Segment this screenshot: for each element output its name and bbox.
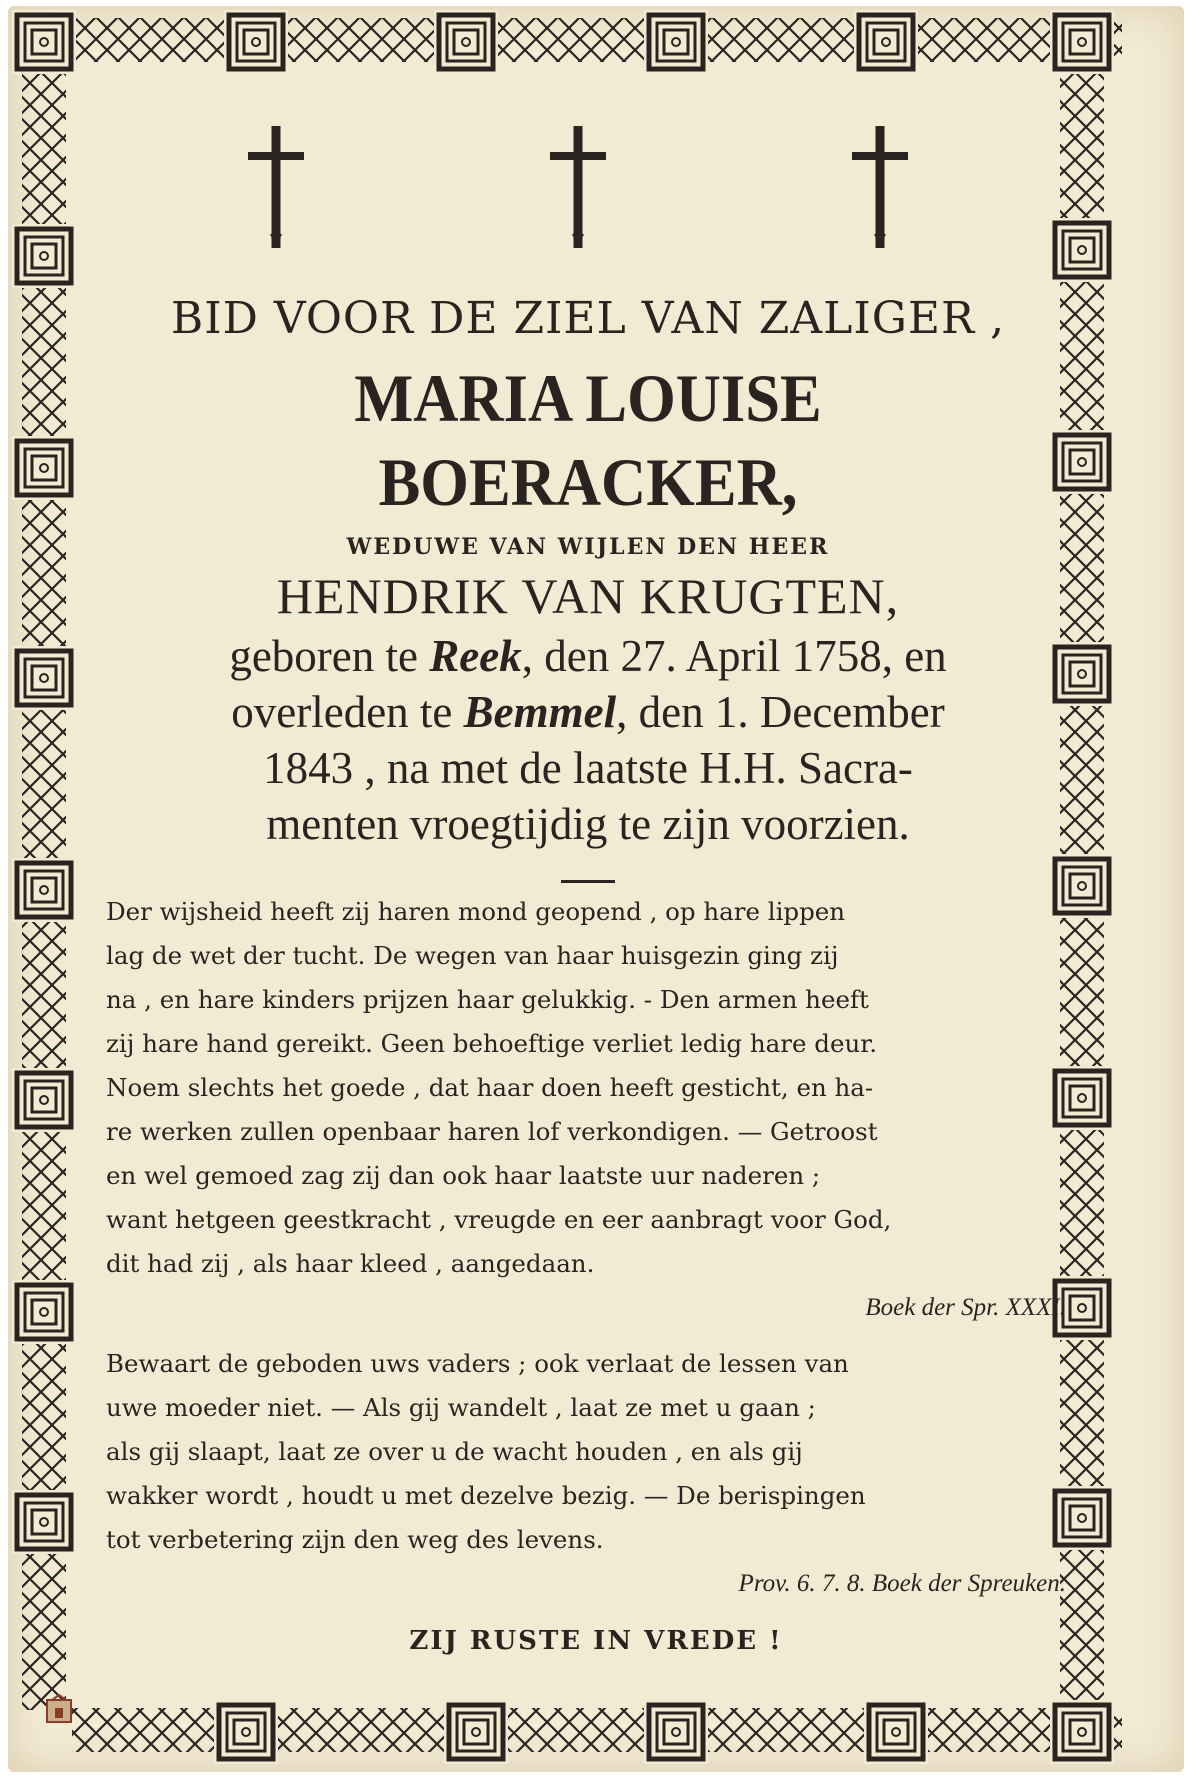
verse-line: en wel gemoed zag zij dan ook haar laatste uur naderen ;: [106, 1161, 821, 1190]
verse-line: Der wijsheid heeft zij haren mond geopend , op hare lippen: [106, 897, 846, 926]
bio-line: [128, 684, 1048, 740]
verse-line: re werken zullen openbaar haren lof verkondigen. — Getroost: [106, 1117, 878, 1146]
death-place: Bemmel: [463, 687, 617, 737]
verse-line: zij hare hand gereikt. Geen behoeftige verliet ledig hare deur.: [106, 1029, 878, 1058]
verse-line: dit had zij , als haar kleed , aangedaan.: [106, 1249, 595, 1278]
closing-line: ZIJ RUSTE IN VREDE !: [409, 1626, 783, 1656]
verse-line: Noem slechts het goede , dat haar doen heeft gesticht, en ha-: [106, 1073, 874, 1102]
verse-line: na , en hare kinders prijzen haar gelukkig. - Den armen heeft: [106, 985, 869, 1014]
deceased-name: MARIA LOUISE BOERACKER,: [354, 360, 822, 520]
bio-text: overleden te: [231, 687, 464, 737]
verse-line: tot verbetering zijn den weg des levens.: [106, 1525, 604, 1554]
bio-text: , den 1. December: [616, 687, 945, 737]
cross-icon: [244, 124, 308, 250]
bio-text: , den 27. April 1758, en: [521, 631, 947, 681]
bio-line: 1843 , na met de laatste H.H. Sacra-: [263, 743, 913, 793]
cross-icon: [848, 124, 912, 250]
crosses-row: [8, 124, 1184, 254]
verse-line: lag de wet der tucht. De wegen van haar huisgezin ging zij: [106, 941, 839, 970]
verse-proverbs-6: [106, 1342, 1066, 1606]
divider: [561, 880, 615, 883]
verse-line: als gij slaapt, laat ze over u de wacht houden , en als gij: [106, 1437, 803, 1466]
main-text: [108, 286, 1068, 883]
stamp-logo-icon: [44, 1694, 74, 1726]
prayer-line: BID VOOR DE ZIEL VAN ZALIGER ,: [170, 293, 1006, 344]
husband-name: HENDRIK VAN KRUGTEN,: [276, 568, 900, 624]
verse-line: uwe moeder niet. — Als gij wandelt , laat ze met u gaan ;: [106, 1393, 816, 1422]
cross-icon: [546, 124, 610, 250]
bio-text: geboren te: [229, 631, 430, 681]
memorial-card: [8, 6, 1184, 1772]
birth-place: Reek: [429, 631, 522, 681]
verse-proverbs-31: [106, 890, 1066, 1330]
verse-line: want hetgeen geestkracht , vreugde en eer aanbragt voor God,: [106, 1205, 892, 1234]
bio-line: menten vroegtijdig te zijn voorzien.: [266, 799, 910, 849]
verse-line: wakker wordt , houdt u met dezelve bezig. — De berispingen: [106, 1481, 866, 1510]
bio-line: [128, 628, 1048, 684]
verse-reference: Boek der Spr. XXXI.: [865, 1294, 1066, 1321]
verse-line: Bewaart de geboden uws vaders ; ook verlaat de lessen van: [106, 1349, 849, 1378]
widow-line: WEDUWE VAN WIJLEN DEN HEER: [346, 534, 830, 560]
biography: [128, 628, 1048, 852]
verse-reference: Prov. 6. 7. 8. Boek der Spreuken.: [738, 1570, 1066, 1597]
